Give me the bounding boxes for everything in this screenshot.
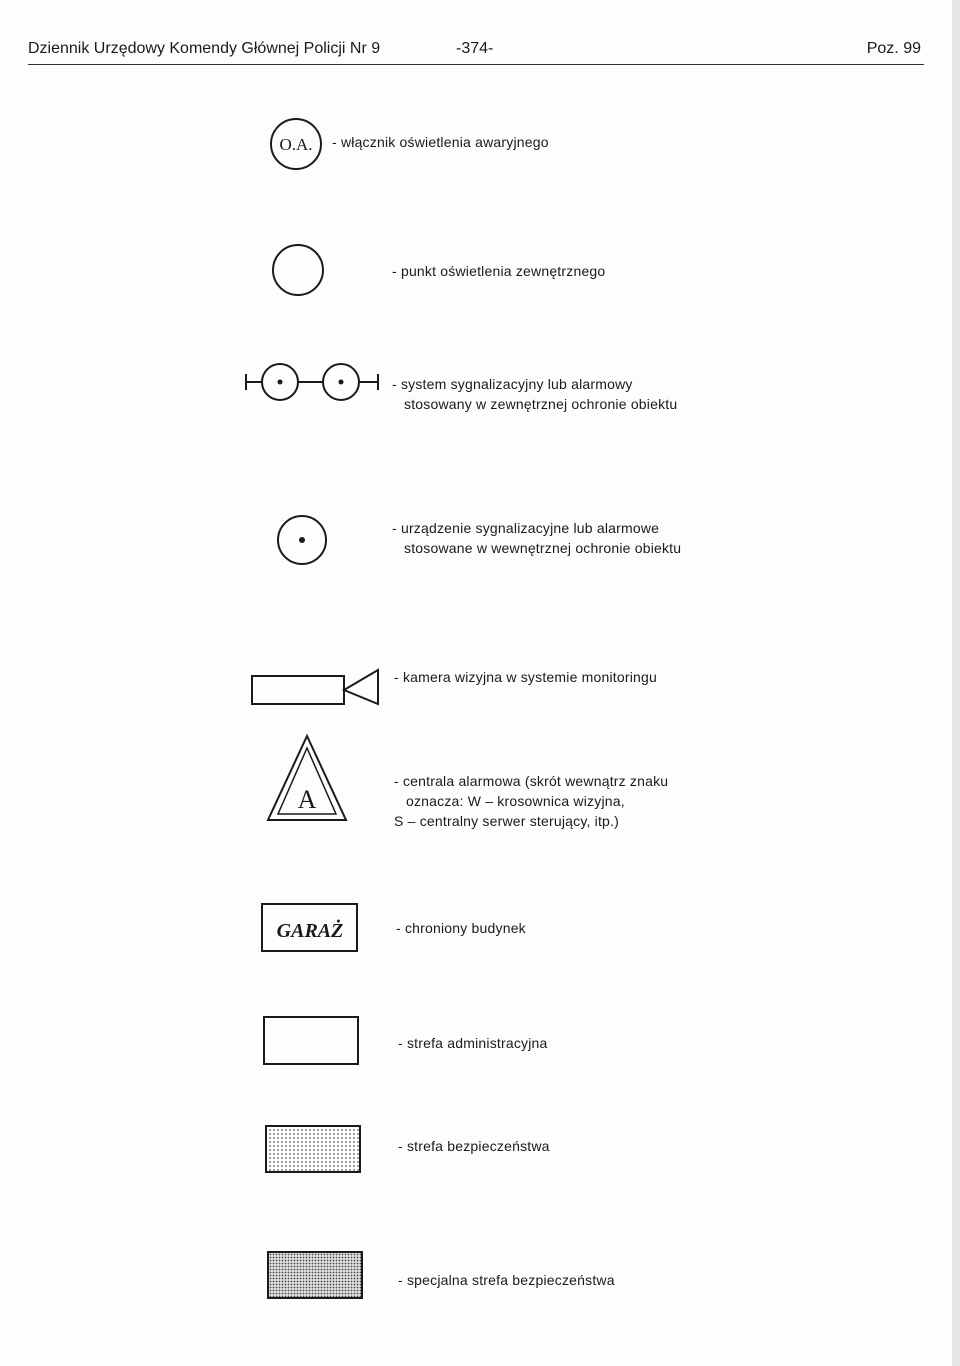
- light-point-circle-symbol: [270, 242, 326, 298]
- administrative-zone-symbol: [262, 1015, 360, 1067]
- legend-description: - strefa bezpieczeństwa: [398, 1138, 550, 1154]
- legend-description: - punkt oświetlenia zewnętrznego: [392, 263, 606, 279]
- internal-alarm-device-symbol: [274, 512, 330, 568]
- position-number: Poz. 99: [866, 40, 921, 57]
- page-edge-shadow: [952, 0, 960, 1366]
- symbol-label: O.A.: [279, 135, 313, 154]
- legend-description: - strefa administracyjna: [398, 1035, 548, 1051]
- legend-description: - włącznik oświetlenia awaryjnego: [332, 134, 549, 150]
- page-header: [28, 40, 923, 66]
- emergency-switch-symbol: [266, 116, 326, 172]
- page-number: -374-: [456, 40, 494, 57]
- legend-description: - specjalna strefa bezpieczeństwa: [398, 1272, 615, 1288]
- legend-description: - chroniony budynek: [396, 920, 526, 936]
- camera-symbol: [250, 660, 386, 708]
- legend-description: - system sygnalizacyjny lub alarmowy stosowany w zewnętrznej ochronie obiektu: [392, 376, 678, 412]
- security-zone-symbol: [264, 1124, 362, 1174]
- legend-description: - urządzenie sygnalizacyjne lub alarmowe stosowane w wewnętrznej ochronie obiektu: [392, 520, 682, 556]
- journal-title: Dziennik Urzędowy Komendy Głównej Policji Nr 9: [28, 40, 381, 57]
- protected-building-symbol: [260, 902, 360, 954]
- special-security-zone-symbol: [266, 1250, 364, 1300]
- legend-description: - kamera wizyjna w systemie monitoringu: [394, 669, 657, 685]
- symbol-label: A: [297, 785, 317, 814]
- legend-description: - centrala alarmowa (skrót wewnątrz znaku oznacza: W – krosownica wizyjna, S – centralny serwer sterujący, itp.): [394, 773, 669, 829]
- external-alarm-system-symbol: [242, 362, 382, 402]
- alarm-central-triangle-symbol: [264, 732, 350, 824]
- symbol-label: GARAŻ: [276, 920, 344, 942]
- header-divider: [28, 64, 924, 65]
